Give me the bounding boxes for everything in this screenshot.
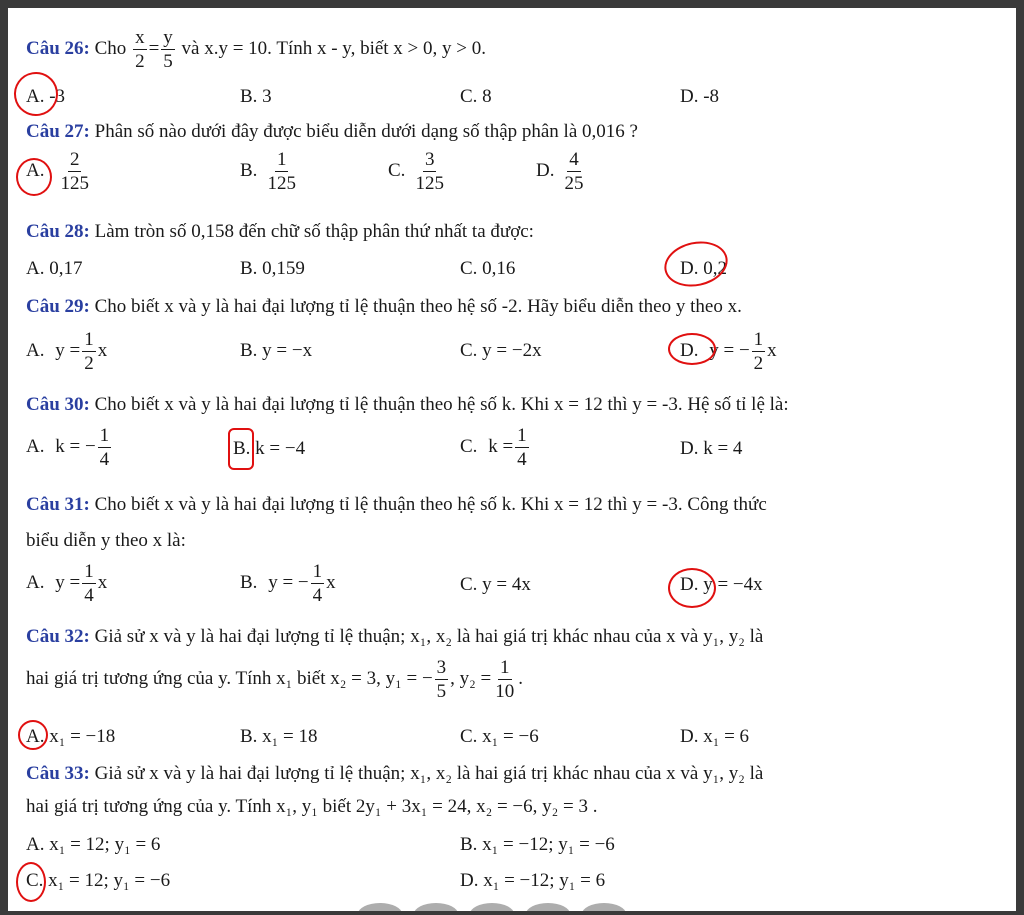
answer-marker-circle — [16, 158, 52, 196]
fraction: $\frac{y}{5}$ — [163, 27, 173, 72]
answer-option-c: C. 0,16 — [460, 258, 516, 279]
answer-option-d: D. k = 4 — [680, 438, 743, 459]
answer-option-c: C. x₁ = −6 — [460, 726, 539, 747]
answer-marker-circle — [16, 862, 46, 902]
question-text: Làm tròn số 0,158 đến chữ số thập phân thứ nhất ta được: — [94, 221, 534, 242]
answer-option-b: B. 3 — [240, 86, 272, 107]
answer-option-d: D. -8 — [680, 86, 720, 107]
question-label: Câu 30: — [26, 394, 90, 415]
answer-option-b: B. y = − $\frac{1}{4}$ x — [240, 561, 336, 606]
answer-marker-circle — [660, 236, 732, 292]
answer-option-d: D. y = − $\frac{1}{2}$ x — [680, 329, 777, 374]
question-29 — [26, 296, 742, 318]
question-30 — [26, 394, 789, 416]
question-33-line-2: hai giá trị tương ứng của y. Tính x₁, y₁ biết 2y₁ + 3x₁ = 24, x₂ = −6, y₂ = 3 . — [26, 796, 598, 817]
worksheet-page — [8, 8, 1016, 911]
answer-option-a: A. x₁ = −18 — [26, 726, 116, 747]
answer-marker-circle — [18, 720, 48, 750]
answer-option-b: B. x₁ = −12; y₁ = −6 — [460, 834, 615, 855]
question-27 — [26, 121, 638, 143]
answer-option-c: C. x₁ = 12; y₁ = −6 — [26, 870, 171, 891]
answer-option-a: A. 0,17 — [26, 258, 83, 279]
carousel-dot[interactable] — [526, 903, 570, 911]
question-text: Cho biết x và y là hai đại lượng tỉ lệ thuận theo hệ số -2. Hãy biểu diễn theo y theo x. — [94, 296, 742, 317]
answer-option-a: A. x₁ = 12; y₁ = 6 — [26, 834, 161, 855]
answer-option-d: D. $\frac{4}{25}$ — [536, 149, 584, 194]
answer-option-d: D. y = −4x — [680, 574, 763, 595]
answer-option-c: C. k = $\frac{1}{4}$ — [460, 425, 527, 470]
question-label: Câu 29: — [26, 296, 90, 317]
carousel-dot[interactable] — [358, 903, 402, 911]
answer-option-a: A. y = $\frac{1}{4}$ x — [26, 561, 108, 606]
question-label: Câu 31: — [26, 494, 90, 515]
question-28 — [26, 221, 534, 243]
answer-marker-circle — [228, 428, 254, 470]
question-33 — [26, 763, 763, 785]
answer-marker-circle — [11, 69, 62, 120]
answer-option-a: A. $\frac{2}{125}$ — [26, 149, 89, 194]
carousel-dot[interactable] — [470, 903, 514, 911]
answer-option-c: C. y = −2x — [460, 340, 542, 361]
answer-option-a: A. -3 — [26, 86, 66, 107]
answer-option-a: A. k = − $\frac{1}{4}$ — [26, 425, 110, 470]
answer-option-d: D. x₁ = 6 — [680, 726, 750, 747]
question-31 — [26, 494, 767, 516]
question-text: Giả sử x và y là hai đại lượng tỉ lệ thuận; x₁, x₂ là hai giá trị khác nhau của x và y₁, y₂ là — [94, 763, 764, 784]
fraction: $\frac{x}{2}$ — [135, 27, 145, 72]
answer-option-c: C. 8 — [460, 86, 492, 107]
question-text: Giả sử x và y là hai đại lượng tỉ lệ thuận; x₁, x₂ là hai giá trị khác nhau của x và y₁, y₂ là — [94, 626, 764, 647]
answer-marker-circle — [668, 568, 716, 608]
answer-option-d: D. x₁ = −12; y₁ = 6 — [460, 870, 606, 891]
question-32-line-2: hai giá trị tương ứng của y. Tính x₁ biết x₂ = 3, y₁ = − $\frac{3}{5}$ , y₂ = $\frac{1}{10}$ . — [26, 657, 524, 702]
question-label: Câu 33: — [26, 763, 90, 784]
answer-marker-circle — [668, 333, 716, 365]
answer-option-a: A. y = $\frac{1}{2}$ x — [26, 329, 108, 374]
question-32 — [26, 626, 763, 648]
carousel-dot[interactable] — [582, 903, 626, 911]
carousel-dot[interactable] — [414, 903, 458, 911]
question-label: Câu 32: — [26, 626, 90, 647]
question-text: Cho biết x và y là hai đại lượng tỉ lệ thuận theo hệ số k. Khi x = 12 thì y = -3. Hệ số tỉ lệ là: — [94, 394, 789, 415]
answer-option-b: B. 0,159 — [240, 258, 305, 279]
question-text: Cho — [94, 37, 127, 59]
question-label: Câu 28: — [26, 221, 90, 242]
answer-option-c: C. y = 4x — [460, 574, 531, 595]
question-label: Câu 26: — [26, 37, 90, 59]
question-text: và x.y = 10. Tính x - y, biết x > 0, y > 0. — [181, 37, 486, 59]
answer-option-b: B. $\frac{1}{125}$ — [240, 149, 296, 194]
answer-option-b: B. x₁ = 18 — [240, 726, 318, 747]
question-label: Câu 27: — [26, 121, 90, 142]
question-26: Câu 26: Cho $\frac{x}{2}$ = $\frac{y}{5}$ và x.y = 10. Tính x - y, biết x > 0, y > 0. — [26, 27, 486, 72]
question-31-line-2: biểu diễn y theo x là: — [26, 530, 186, 551]
answer-option-c: C. $\frac{3}{125}$ — [388, 149, 444, 194]
answer-option-b: B. k = −4 — [233, 438, 306, 459]
question-text: Phân số nào dưới đây được biểu diễn dưới dạng số thập phân là 0,016 ? — [94, 121, 638, 142]
answer-option-b: B. y = −x — [240, 340, 313, 361]
answer-option-d: D. 0,2 — [680, 258, 727, 279]
question-text: Cho biết x và y là hai đại lượng tỉ lệ thuận theo hệ số k. Khi x = 12 thì y = -3. Công thức — [94, 494, 767, 515]
